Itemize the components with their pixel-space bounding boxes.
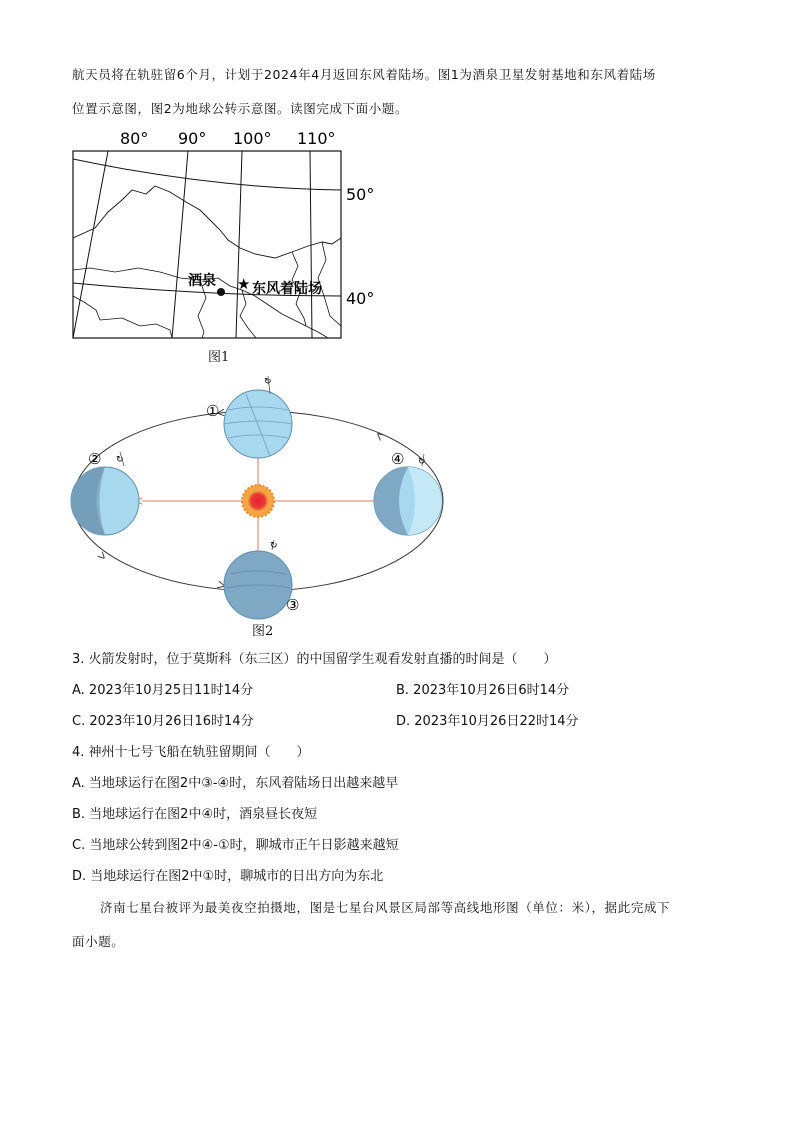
map-frame xyxy=(73,151,341,338)
jiuquan-dot xyxy=(217,288,225,296)
q3-option-d: D. 2023年10月26日22时14分 xyxy=(396,714,579,729)
lon-label-90: 90° xyxy=(178,129,207,148)
q3-option-a: A. 2023年10月25日11时14分 xyxy=(72,683,254,698)
figure1-caption: 图1 xyxy=(208,350,230,365)
q3-stem: 3. 火箭发射时，位于莫斯科（东三区）的中国留学生观看发射直播的时间是（ ） xyxy=(72,652,557,667)
outro-line-1: 济南七星台被评为最美夜空拍摄地，图是七星台风景区局部等高线地形图（单位：米），据此完成下 xyxy=(100,900,671,915)
svg-text:↻: ↻ xyxy=(264,377,272,387)
orbit-arrow-3 xyxy=(208,582,224,586)
orbit-arrow-2 xyxy=(90,544,104,558)
marker-3: ③ xyxy=(286,596,300,614)
q3-option-b: B. 2023年10月26日6时14分 xyxy=(396,683,570,698)
earth-position-2 xyxy=(71,452,139,535)
q4-stem: 4. 神州十七号飞船在轨驻留期间（ ） xyxy=(72,745,310,760)
sun-icon xyxy=(248,491,268,511)
lon-label-100: 100° xyxy=(233,129,272,148)
earth-position-3 xyxy=(224,540,292,619)
place-jiuquan-label: 酒泉 xyxy=(188,273,216,289)
marker-1: ① xyxy=(206,402,220,420)
intro-line-1: 航天员将在轨驻留6个月，计划于2024年4月返回东风着陆场。图1为酒泉卫星发射基地和东风着陆场 xyxy=(72,67,656,82)
q4-option-d: D. 当地球运行在图2中①时，聊城市的日出方向为东北 xyxy=(72,869,384,884)
intro-paragraph xyxy=(72,58,722,126)
lat-label-40: 40° xyxy=(346,289,375,308)
q4-option-b: B. 当地球运行在图2中④时，酒泉昼长夜短 xyxy=(72,807,318,822)
lon-label-110: 110° xyxy=(297,129,336,148)
intro-line-2: 位置示意图，图2为地球公转示意图。读图完成下面小题。 xyxy=(72,101,409,116)
svg-text:↻: ↻ xyxy=(116,455,124,465)
earth-position-1 xyxy=(224,376,292,458)
star-icon: ★ xyxy=(237,275,251,293)
lat-label-50: 50° xyxy=(346,185,375,204)
figure2-orbit xyxy=(60,376,460,626)
lon-label-80: 80° xyxy=(120,129,149,148)
earth-position-4 xyxy=(374,454,442,535)
q4-option-c: C. 当地球公转到图2中④-①时，聊城市正午日影越来越短 xyxy=(72,838,399,853)
svg-text:↻: ↻ xyxy=(418,457,426,467)
marker-4: ④ xyxy=(391,450,405,468)
q4-option-a: A. 当地球运行在图2中③-④时，东风着陆场日出越来越早 xyxy=(72,776,399,791)
place-dongfeng-label: 东风着陆场 xyxy=(252,281,322,297)
figure2-caption: 图2 xyxy=(252,624,274,639)
q3-option-c: C. 2023年10月26日16时14分 xyxy=(72,714,254,729)
outro-paragraph xyxy=(72,891,722,959)
outro-line-2: 面小题。 xyxy=(72,934,125,949)
figure1-map xyxy=(60,120,390,370)
svg-text:↻: ↻ xyxy=(270,541,278,551)
marker-2: ② xyxy=(88,450,102,468)
